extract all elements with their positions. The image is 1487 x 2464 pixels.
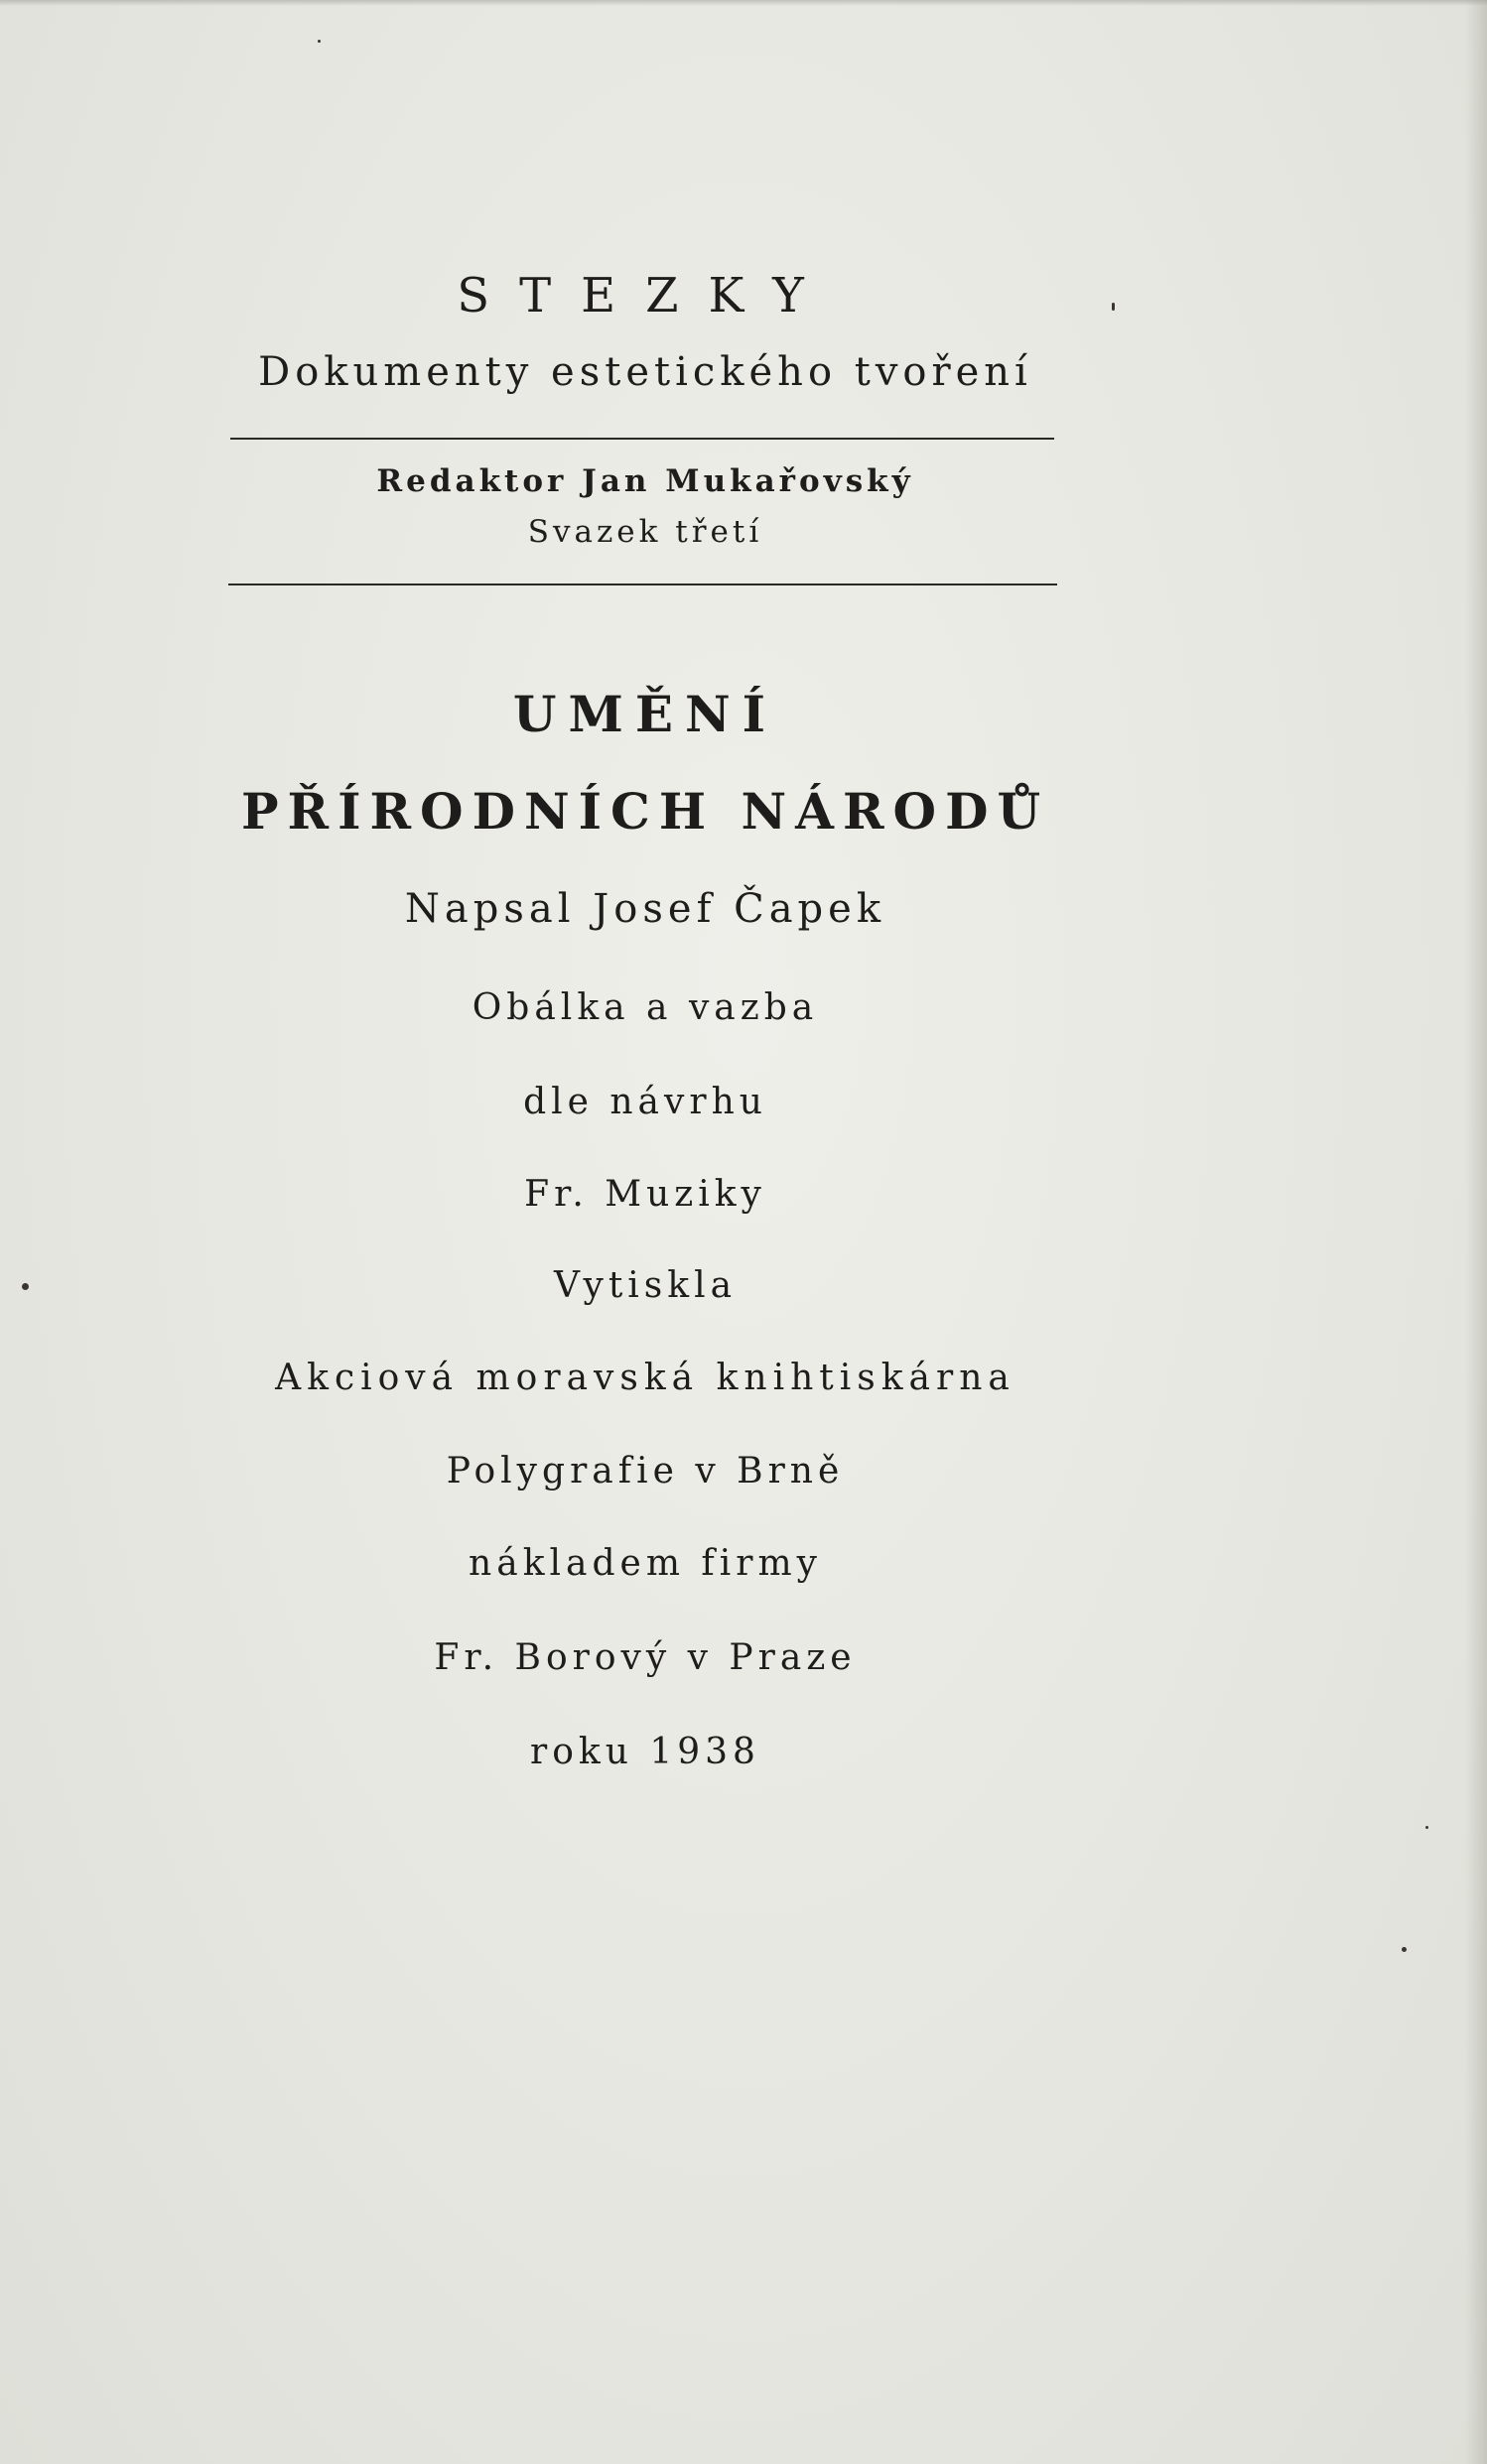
paper-speck	[1425, 1826, 1428, 1829]
bottom-divider	[228, 584, 1057, 585]
publisher-cost-line: nákladem firmy	[469, 1543, 822, 1584]
cover-binding-line: Obálka a vazba	[472, 987, 819, 1028]
paper-speck	[1402, 1947, 1407, 1952]
publisher-line: Fr. Borový v Praze	[434, 1637, 857, 1678]
printer-line: Akciová moravská knihtiskárna	[275, 1358, 1015, 1398]
page-right-edge-shadow	[1465, 0, 1487, 2464]
book-title-line-2: PŘÍRODNÍCH NÁRODŮ	[240, 782, 1050, 841]
year-line: roku 1938	[530, 1732, 760, 1772]
book-title-line-1: UMĚNÍ	[512, 685, 778, 743]
author-line: Napsal Josef Čapek	[404, 886, 886, 932]
volume-line: Svazek třetí	[527, 514, 763, 550]
paper-speck	[1112, 303, 1115, 311]
top-divider	[230, 438, 1054, 440]
paper-speck	[318, 40, 321, 43]
editor-line: Redaktor Jan Mukařovský	[376, 463, 914, 499]
paper-speck	[22, 1283, 29, 1290]
designer-line: Fr. Muziky	[524, 1174, 766, 1215]
printed-by-line: Vytiskla	[553, 1265, 738, 1306]
series-subtitle: Dokumenty estetického tvoření	[258, 349, 1032, 395]
design-by-line: dle návrhu	[523, 1082, 767, 1122]
printer-location-line: Polygrafie v Brně	[446, 1451, 845, 1491]
series-title: STEZKY	[457, 268, 834, 324]
page-top-edge	[0, 0, 1487, 6]
